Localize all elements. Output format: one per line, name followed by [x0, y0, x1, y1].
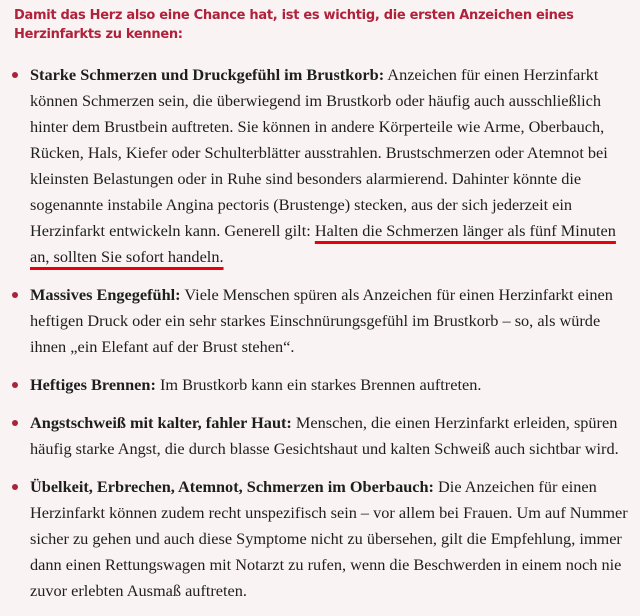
symptom-list: [0, 62, 636, 616]
bullet-icon: [12, 484, 18, 490]
item-text: Anzeichen für einen Herzinfarkt können Schmerzen sein, die überwiegend im Brustkorb oder häufig auch ausschließlich hinter dem Brustbein auftreten. Sie können in andere Körperteile wie Arme, Oberbauch, Rücken, Hals, Kiefer oder Schulterblätter ausstrahlen. Brustschmerzen oder Atemnot bei kleinsten Belastungen oder in Ruhe sind besonders alarmierend. Dahinter könnte die sogenannte instabile Angina pectoris (Brustenge) stecken, aus der sich jederzeit ein Herzinfarkt entwickeln kann. Generell gilt:: [30, 65, 608, 240]
bullet-icon: [12, 72, 18, 78]
bullet-icon: [12, 292, 18, 298]
item-title: Massives Engegefühl:: [30, 285, 181, 304]
bullet-icon: [12, 420, 18, 426]
item-title: Angstschweiß mit kalter, fahler Haut:: [30, 413, 292, 432]
item-text: Viele Menschen spüren als Anzeichen für einen Herzinfarkt einen heftigen Druck oder ein sehr starkes Einschnürungsgefühl im Brustkorb – so, als würde ihnen „ein Elefant auf der Brust stehen“.: [30, 285, 613, 356]
highlighted-text: Halten die Schmerzen länger als fünf Minuten an, sollten Sie sofort handeln.: [30, 221, 616, 266]
intro-heading: Damit das Herz also eine Chance hat, ist es wichtig, die ersten Anzeichen eines Herzinfarkts zu kennen:: [14, 8, 574, 42]
item-text: Die Anzeichen für einen Herzinfarkt können zudem recht unspezifisch sein – vor allem bei Frauen. Um auf Nummer sicher zu gehen und auch diese Symptome nicht zu übersehen, gilt die Empfehlung, immer dann einen Rettungswagen mit Notarzt zu rufen, wenn die Beschwerden in einem noch nie zuvor erlebten Ausmaß auftreten.: [30, 477, 628, 600]
item-text: Im Brustkorb kann ein starkes Brennen auftreten.: [155, 375, 482, 394]
bullet-icon: [12, 382, 18, 388]
list-item: [0, 372, 636, 398]
item-text: Menschen, die einen Herzinfarkt erleiden, spüren häufig starke Angst, die durch blasse Gesichtshaut und kalten Schweiß auch sichtbar wird.: [30, 413, 619, 458]
list-item: [0, 62, 636, 270]
item-title: Starke Schmerzen und Druckgefühl im Brustkorb:: [30, 65, 385, 84]
list-item: [0, 282, 636, 360]
list-item: [0, 410, 636, 462]
item-title: Übelkeit, Erbrechen, Atemnot, Schmerzen im Oberbauch:: [30, 477, 434, 496]
item-title: Heftiges Brennen:: [30, 375, 156, 394]
list-item: [0, 474, 636, 604]
